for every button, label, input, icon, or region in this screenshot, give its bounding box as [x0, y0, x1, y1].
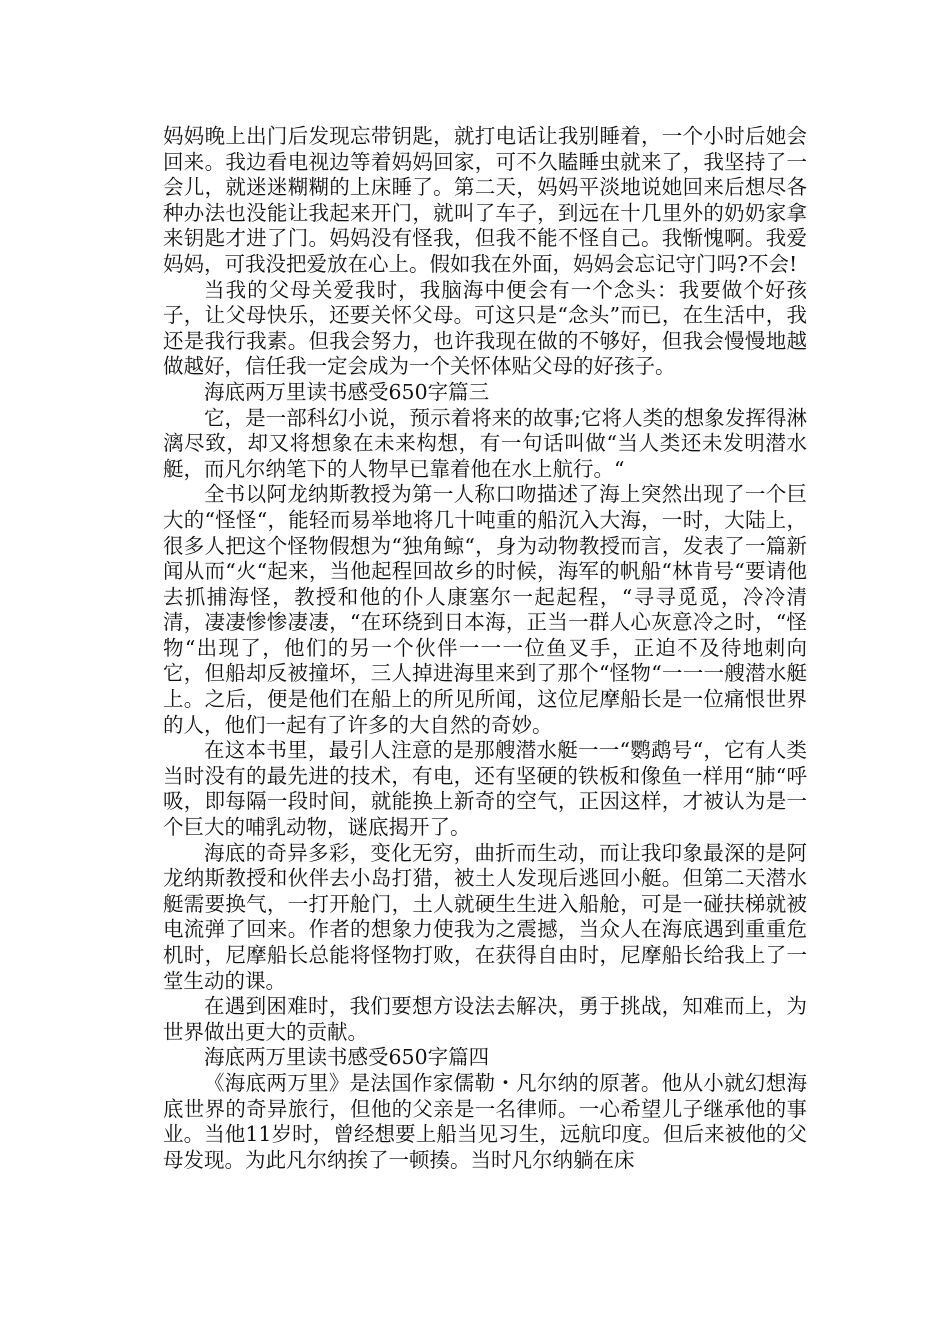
section-heading-3: 海底两万里读书感受650字篇三	[204, 379, 490, 404]
paragraph-8: 《海底两万里》是法国作家儒勒・凡尔纳的原著。他从小就幻想海底世界的奇异旅行，但他的父亲是一名律师。一心希望儿子继承他的事业。当他11岁时，曾经想要上船当见习生，远航印度。但后来被他的父母发现。为此凡尔纳挨了一顿揍。当时凡尔纳躺在床	[163, 1070, 807, 1172]
section-heading-4: 海底两万里读书感受650字篇四	[204, 1045, 490, 1070]
paragraph-4: 全书以阿龙纳斯教授为第一人称口吻描述了海上突然出现了一个巨大的“怪怪“，能轻而易举地将几十吨重的船沉入大海，一时，大陆上，很多人把这个怪物假想为“独角鲸“，身为动物教授而言，发表了一篇新闻从而“火“起来，当他起程回故乡的时候，海军的帆船“林肯号“要请他去抓捕海怪，教授和他的仆人康塞尔一起起程，“寻寻觅觅，冷冷清清，凄凄惨惨凄凄，“在环绕到日本海，正当一群人心灰意冷之时，“怪物“出现了，他们的另一个伙伴一一一位鱼叉手，正迫不及待地刺向它，但船却反被撞坏，三人掉进海里来到了那个“怪物“一一一艘潜水艇上。之后，便是他们在船上的所见所闻，这位尼摩船长是一位痛恨世界的人，他们一起有了许多的大自然的奇妙。	[163, 482, 807, 737]
paragraph-3: 它，是一部科幻小说，预示着将来的故事;它将人类的想象发挥得淋漓尽致，却又将想象在未来构想，有一句话叫做“当人类还未发明潜水艇，而凡尔纳笔下的人物早已靠着他在水上航行。“	[163, 405, 807, 481]
paragraph-5: 在这本书里，最引人注意的是那艘潜水艇一一“鹦鹉号“，它有人类当时没有的最先进的技术，有电，还有坚硬的铁板和像鱼一样用“肺“呼吸，即每隔一段时间，就能换上新奇的空气，正因这样，才被认为是一个巨大的哺乳动物，谜底揭开了。	[163, 738, 807, 840]
paragraph-1: 妈妈晚上出门后发现忘带钥匙，就打电话让我别睡着，一个小时后她会回来。我边看电视边等着妈妈回家，可不久瞌睡虫就来了，我坚持了一会儿，就迷迷糊糊的上床睡了。第二天，妈妈平淡地说她回来后想尽各种办法也没能让我起来开门，就叫了车子，到远在十几里外的奶奶家拿来钥匙才进了门。妈妈没有怪我，但我不能不怪自己。我惭愧啊。我爱妈妈，可我没把爱放在心上。假如我在外面，妈妈会忘记守门吗?不会!	[163, 124, 807, 276]
paragraph-7: 在遇到困难时，我们要想方设法去解决，勇于挑战，知难而上，为世界做出更大的贡献。	[163, 994, 807, 1044]
paragraph-2: 当我的父母关爱我时，我脑海中便会有一个念头：我要做个好孩子，让父母快乐，还要关怀父母。可这只是“念头”而已，在生活中，我还是我行我素。但我会努力，也许我现在做的不够好，但我会慢慢地越做越好，信任我一定会成为一个关怀体贴父母的好孩子。	[163, 277, 807, 379]
document-body	[163, 124, 807, 1173]
paragraph-6: 海底的奇异多彩，变化无穷，曲折而生动，而让我印象最深的是阿龙纳斯教授和伙伴去小岛打猎，被土人发现后逃回小艇。但第二天潜水艇需要换气，一打开舱门，土人就硬生生进入船舱，可是一碰扶梯就被电流弹了回来。作者的想象力使我为之震撼，当众人在海底遇到重重危机时，尼摩船长总能将怪物打败，在获得自由时，尼摩船长给我上了一堂生动的课。	[163, 840, 807, 993]
